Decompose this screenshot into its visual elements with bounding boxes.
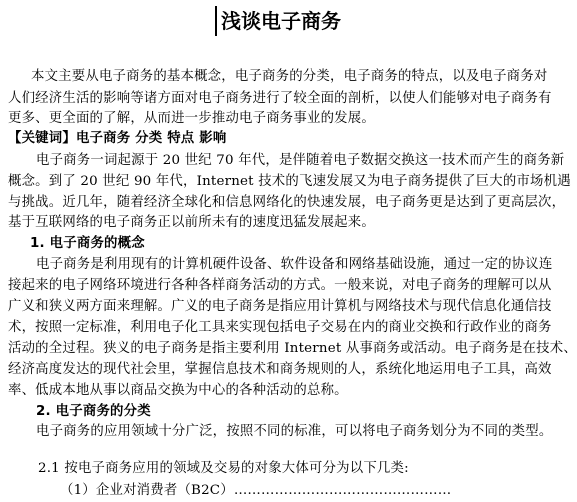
section2-line-1: 电子商务的应用领域十分广泛，按照不同的标准，可以将电子商务划分为不同的类型。 [36,424,553,439]
section1-line-1: 电子商务是利用现有的计算机硬件设备、软件设备和网络基础设施，通过一定的协议连 [36,257,553,272]
intro-line-2: 概念。到了 20 世纪 90 年代，Internet 技术的飞速发展又为电子商务提供了巨大的市场机遇 [8,174,571,189]
text-cursor [215,6,217,36]
section1-line-7: 率、低成本地从事以商品交换为中心的各种活动的总称。 [8,383,348,398]
section1-line-2: 接起来的电子网络环境进行各种各样商务活动的方式。一般来说，对电子商务的理解可以从 [8,278,552,293]
abstract-line-3: 更多、更全面的了解，从而进一步推动电子商务事业的发展。 [8,111,375,126]
section1-line-3: 广义和狭义两方面来理解。广义的电子商务是指应用计算机与网络技术与现代信息化通信技 [8,299,552,314]
intro-line-4: 基于互联网络的电子商务正以前所未有的速度迅猛发展起来。 [8,215,375,230]
page-title: 浅谈电子商务 [221,9,341,33]
keywords-line: 【关键词】电子商务 分类 特点 影响 [8,131,227,146]
section1-line-4: 术，按照一定标准，利用电子化工具来实现包括电子交易在内的商业交换和行政作业的商务 [8,320,552,335]
section1-line-6: 经济高度发达的现代社会里，掌握信息技术和商务规则的人，系统化地运用电子工具，高效 [8,362,552,377]
abstract-line-1: 本文主要从电子商务的基本概念，电子商务的分类，电子商务的特点，以及电子商务对 [31,69,548,84]
section1-heading: 1. 电子商务的概念 [30,236,145,251]
section2-cut-line: （1）企业对消费者（B2C）………………………………………… [60,483,452,498]
intro-line-1: 电子商务一词起源于 20 世纪 70 年代，是伴随着电子数据交换这一技术而产生的商务新 [36,153,565,168]
abstract-line-2: 人们经济生活的影响等诸方面对电子商务进行了较全面的剖析，以使人们能够对电子商务有 [8,91,552,106]
section2-sub-heading: 2.1 按电子商务应用的领域及交易的对象大体可分为以下几类: [38,461,409,476]
section2-heading: 2. 电子商务的分类 [36,404,151,419]
intro-line-3: 与挑战。近几年，随着经济全球化和信息网络化的快速发展，电子商务更是达到了更高层次， [8,195,566,210]
section1-line-5: 活动的全过程。狭义的电子商务是指主要利用 Internet 从事商务或活动。电子商务是在技术、 [8,341,577,356]
